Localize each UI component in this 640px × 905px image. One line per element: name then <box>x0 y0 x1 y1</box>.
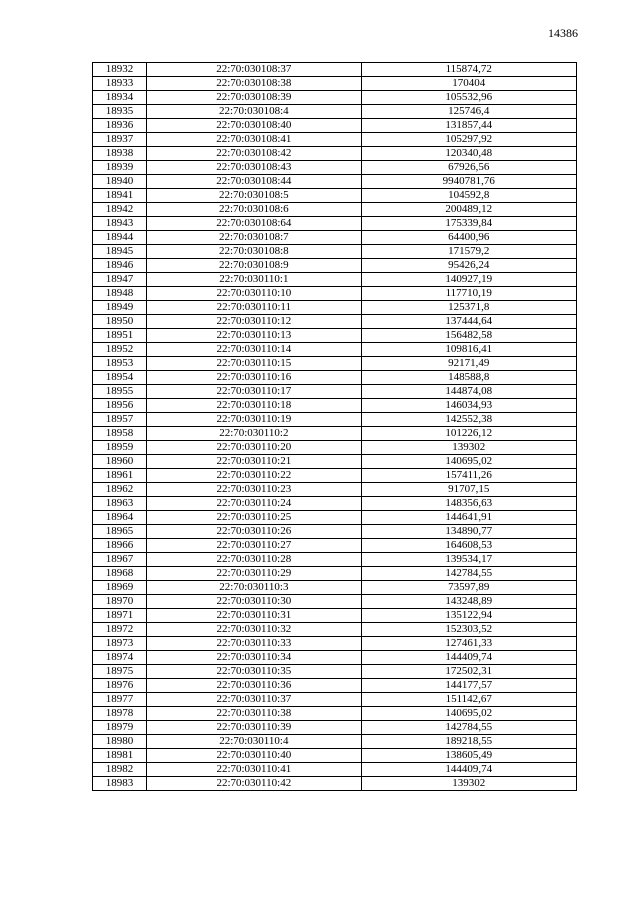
row-number-cell: 18967 <box>93 553 147 567</box>
row-number-cell: 18941 <box>93 189 147 203</box>
cadastral-number-cell: 22:70:030110:29 <box>147 567 361 581</box>
table-row <box>93 189 577 203</box>
row-number-cell: 18982 <box>93 763 147 777</box>
table-row <box>93 623 577 637</box>
table-row <box>93 273 577 287</box>
value-cell: 143248,89 <box>361 595 576 609</box>
row-number-cell: 18974 <box>93 651 147 665</box>
table-row <box>93 679 577 693</box>
value-cell: 142552,38 <box>361 413 576 427</box>
cadastral-number-cell: 22:70:030110:16 <box>147 371 361 385</box>
value-cell: 171579,2 <box>361 245 576 259</box>
cadastral-number-cell: 22:70:030108:64 <box>147 217 361 231</box>
cadastral-number-cell: 22:70:030110:19 <box>147 413 361 427</box>
cadastral-number-cell: 22:70:030110:38 <box>147 707 361 721</box>
table-body <box>93 63 577 791</box>
table-row <box>93 105 577 119</box>
data-table <box>92 62 577 791</box>
value-cell: 95426,24 <box>361 259 576 273</box>
cadastral-number-cell: 22:70:030110:15 <box>147 357 361 371</box>
value-cell: 151142,67 <box>361 693 576 707</box>
cadastral-number-cell: 22:70:030108:9 <box>147 259 361 273</box>
cadastral-number-cell: 22:70:030108:38 <box>147 77 361 91</box>
cadastral-number-cell: 22:70:030108:39 <box>147 91 361 105</box>
table-row <box>93 259 577 273</box>
value-cell: 105532,96 <box>361 91 576 105</box>
value-cell: 64400,96 <box>361 231 576 245</box>
value-cell: 148588,8 <box>361 371 576 385</box>
table-row <box>93 497 577 511</box>
value-cell: 125371,8 <box>361 301 576 315</box>
value-cell: 189218,55 <box>361 735 576 749</box>
cadastral-number-cell: 22:70:030110:34 <box>147 651 361 665</box>
row-number-cell: 18980 <box>93 735 147 749</box>
cadastral-number-cell: 22:70:030110:31 <box>147 609 361 623</box>
value-cell: 104592,8 <box>361 189 576 203</box>
row-number-cell: 18975 <box>93 665 147 679</box>
cadastral-number-cell: 22:70:030110:30 <box>147 595 361 609</box>
value-cell: 137444,64 <box>361 315 576 329</box>
row-number-cell: 18940 <box>93 175 147 189</box>
cadastral-number-cell: 22:70:030110:2 <box>147 427 361 441</box>
cadastral-number-cell: 22:70:030110:4 <box>147 735 361 749</box>
cadastral-number-cell: 22:70:030108:7 <box>147 231 361 245</box>
cadastral-number-cell: 22:70:030108:42 <box>147 147 361 161</box>
table-row <box>93 651 577 665</box>
row-number-cell: 18952 <box>93 343 147 357</box>
row-number-cell: 18966 <box>93 539 147 553</box>
table-row <box>93 595 577 609</box>
row-number-cell: 18960 <box>93 455 147 469</box>
table-row <box>93 175 577 189</box>
cadastral-number-cell: 22:70:030110:21 <box>147 455 361 469</box>
table-row <box>93 567 577 581</box>
value-cell: 175339,84 <box>361 217 576 231</box>
cadastral-number-cell: 22:70:030108:4 <box>147 105 361 119</box>
cadastral-number-cell: 22:70:030110:1 <box>147 273 361 287</box>
row-number-cell: 18965 <box>93 525 147 539</box>
row-number-cell: 18959 <box>93 441 147 455</box>
cadastral-number-cell: 22:70:030110:26 <box>147 525 361 539</box>
table-row <box>93 735 577 749</box>
table-row <box>93 357 577 371</box>
value-cell: 144409,74 <box>361 651 576 665</box>
row-number-cell: 18979 <box>93 721 147 735</box>
row-number-cell: 18956 <box>93 399 147 413</box>
value-cell: 135122,94 <box>361 609 576 623</box>
table-row <box>93 231 577 245</box>
cadastral-number-cell: 22:70:030108:40 <box>147 119 361 133</box>
row-number-cell: 18963 <box>93 497 147 511</box>
table-row <box>93 203 577 217</box>
value-cell: 131857,44 <box>361 119 576 133</box>
table-row <box>93 161 577 175</box>
row-number-cell: 18973 <box>93 637 147 651</box>
row-number-cell: 18972 <box>93 623 147 637</box>
table-row <box>93 693 577 707</box>
table-row <box>93 133 577 147</box>
value-cell: 125746,4 <box>361 105 576 119</box>
table-row <box>93 63 577 77</box>
table-row <box>93 287 577 301</box>
table-row <box>93 441 577 455</box>
cadastral-number-cell: 22:70:030110:11 <box>147 301 361 315</box>
value-cell: 138605,49 <box>361 749 576 763</box>
value-cell: 9940781,76 <box>361 175 576 189</box>
table-row <box>93 539 577 553</box>
table-row <box>93 707 577 721</box>
table-row <box>93 343 577 357</box>
cadastral-number-cell: 22:70:030108:5 <box>147 189 361 203</box>
row-number-cell: 18971 <box>93 609 147 623</box>
value-cell: 115874,72 <box>361 63 576 77</box>
row-number-cell: 18939 <box>93 161 147 175</box>
cadastral-number-cell: 22:70:030110:36 <box>147 679 361 693</box>
row-number-cell: 18951 <box>93 329 147 343</box>
table-row <box>93 77 577 91</box>
value-cell: 164608,53 <box>361 539 576 553</box>
row-number-cell: 18970 <box>93 595 147 609</box>
row-number-cell: 18978 <box>93 707 147 721</box>
value-cell: 127461,33 <box>361 637 576 651</box>
table-row <box>93 721 577 735</box>
table-row <box>93 749 577 763</box>
table-row <box>93 525 577 539</box>
value-cell: 148356,63 <box>361 497 576 511</box>
table-row <box>93 427 577 441</box>
value-cell: 117710,19 <box>361 287 576 301</box>
row-number-cell: 18981 <box>93 749 147 763</box>
table-row <box>93 665 577 679</box>
table-row <box>93 119 577 133</box>
value-cell: 152303,52 <box>361 623 576 637</box>
table-row <box>93 385 577 399</box>
cadastral-number-cell: 22:70:030110:41 <box>147 763 361 777</box>
value-cell: 140695,02 <box>361 707 576 721</box>
value-cell: 73597,89 <box>361 581 576 595</box>
value-cell: 139302 <box>361 777 576 791</box>
cadastral-number-cell: 22:70:030110:22 <box>147 469 361 483</box>
value-cell: 109816,41 <box>361 343 576 357</box>
table-row <box>93 301 577 315</box>
row-number-cell: 18957 <box>93 413 147 427</box>
row-number-cell: 18937 <box>93 133 147 147</box>
cadastral-number-cell: 22:70:030110:33 <box>147 637 361 651</box>
table-row <box>93 315 577 329</box>
table-row <box>93 609 577 623</box>
table-row <box>93 511 577 525</box>
row-number-cell: 18955 <box>93 385 147 399</box>
row-number-cell: 18977 <box>93 693 147 707</box>
table-row <box>93 329 577 343</box>
row-number-cell: 18942 <box>93 203 147 217</box>
cadastral-number-cell: 22:70:030110:10 <box>147 287 361 301</box>
row-number-cell: 18964 <box>93 511 147 525</box>
row-number-cell: 18936 <box>93 119 147 133</box>
table-row <box>93 245 577 259</box>
row-number-cell: 18944 <box>93 231 147 245</box>
value-cell: 139302 <box>361 441 576 455</box>
row-number-cell: 18962 <box>93 483 147 497</box>
value-cell: 142784,55 <box>361 721 576 735</box>
row-number-cell: 18976 <box>93 679 147 693</box>
row-number-cell: 18948 <box>93 287 147 301</box>
cadastral-number-cell: 22:70:030108:6 <box>147 203 361 217</box>
cadastral-number-cell: 22:70:030110:13 <box>147 329 361 343</box>
row-number-cell: 18961 <box>93 469 147 483</box>
value-cell: 139534,17 <box>361 553 576 567</box>
row-number-cell: 18934 <box>93 91 147 105</box>
table-row <box>93 413 577 427</box>
cadastral-number-cell: 22:70:030110:27 <box>147 539 361 553</box>
table-row <box>93 483 577 497</box>
value-cell: 67926,56 <box>361 161 576 175</box>
value-cell: 144409,74 <box>361 763 576 777</box>
cadastral-number-cell: 22:70:030110:14 <box>147 343 361 357</box>
cadastral-number-cell: 22:70:030108:37 <box>147 63 361 77</box>
value-cell: 91707,15 <box>361 483 576 497</box>
table-row <box>93 777 577 791</box>
value-cell: 105297,92 <box>361 133 576 147</box>
row-number-cell: 18969 <box>93 581 147 595</box>
value-cell: 140695,02 <box>361 455 576 469</box>
cadastral-number-cell: 22:70:030110:12 <box>147 315 361 329</box>
row-number-cell: 18950 <box>93 315 147 329</box>
value-cell: 144874,08 <box>361 385 576 399</box>
cadastral-number-cell: 22:70:030110:24 <box>147 497 361 511</box>
cadastral-number-cell: 22:70:030110:20 <box>147 441 361 455</box>
cadastral-number-cell: 22:70:030110:40 <box>147 749 361 763</box>
row-number-cell: 18968 <box>93 567 147 581</box>
table-row <box>93 217 577 231</box>
row-number-cell: 18949 <box>93 301 147 315</box>
cadastral-number-cell: 22:70:030108:8 <box>147 245 361 259</box>
table-row <box>93 147 577 161</box>
table-row <box>93 637 577 651</box>
row-number-cell: 18938 <box>93 147 147 161</box>
cadastral-number-cell: 22:70:030108:41 <box>147 133 361 147</box>
cadastral-number-cell: 22:70:030110:25 <box>147 511 361 525</box>
value-cell: 142784,55 <box>361 567 576 581</box>
cadastral-number-cell: 22:70:030110:18 <box>147 399 361 413</box>
table-row <box>93 469 577 483</box>
row-number-cell: 18983 <box>93 777 147 791</box>
row-number-cell: 18954 <box>93 371 147 385</box>
table-row <box>93 581 577 595</box>
value-cell: 144177,57 <box>361 679 576 693</box>
row-number-cell: 18933 <box>93 77 147 91</box>
cadastral-number-cell: 22:70:030110:28 <box>147 553 361 567</box>
cadastral-number-cell: 22:70:030110:37 <box>147 693 361 707</box>
value-cell: 144641,91 <box>361 511 576 525</box>
row-number-cell: 18943 <box>93 217 147 231</box>
table-row <box>93 91 577 105</box>
cadastral-number-cell: 22:70:030108:43 <box>147 161 361 175</box>
row-number-cell: 18946 <box>93 259 147 273</box>
cadastral-number-cell: 22:70:030110:23 <box>147 483 361 497</box>
row-number-cell: 18947 <box>93 273 147 287</box>
table-row <box>93 399 577 413</box>
table-row <box>93 371 577 385</box>
cadastral-number-cell: 22:70:030110:35 <box>147 665 361 679</box>
cadastral-number-cell: 22:70:030110:42 <box>147 777 361 791</box>
value-cell: 140927,19 <box>361 273 576 287</box>
table-row <box>93 553 577 567</box>
row-number-cell: 18953 <box>93 357 147 371</box>
row-number-cell: 18958 <box>93 427 147 441</box>
row-number-cell: 18932 <box>93 63 147 77</box>
cadastral-number-cell: 22:70:030110:17 <box>147 385 361 399</box>
row-number-cell: 18945 <box>93 245 147 259</box>
value-cell: 172502,31 <box>361 665 576 679</box>
value-cell: 156482,58 <box>361 329 576 343</box>
value-cell: 92171,49 <box>361 357 576 371</box>
value-cell: 170404 <box>361 77 576 91</box>
value-cell: 157411,26 <box>361 469 576 483</box>
row-number-cell: 18935 <box>93 105 147 119</box>
table-row <box>93 763 577 777</box>
cadastral-number-cell: 22:70:030110:3 <box>147 581 361 595</box>
value-cell: 134890,77 <box>361 525 576 539</box>
value-cell: 101226,12 <box>361 427 576 441</box>
cadastral-number-cell: 22:70:030110:32 <box>147 623 361 637</box>
page-number: 14386 <box>548 26 578 40</box>
value-cell: 146034,93 <box>361 399 576 413</box>
cadastral-number-cell: 22:70:030110:39 <box>147 721 361 735</box>
value-cell: 120340,48 <box>361 147 576 161</box>
table-row <box>93 455 577 469</box>
value-cell: 200489,12 <box>361 203 576 217</box>
cadastral-number-cell: 22:70:030108:44 <box>147 175 361 189</box>
